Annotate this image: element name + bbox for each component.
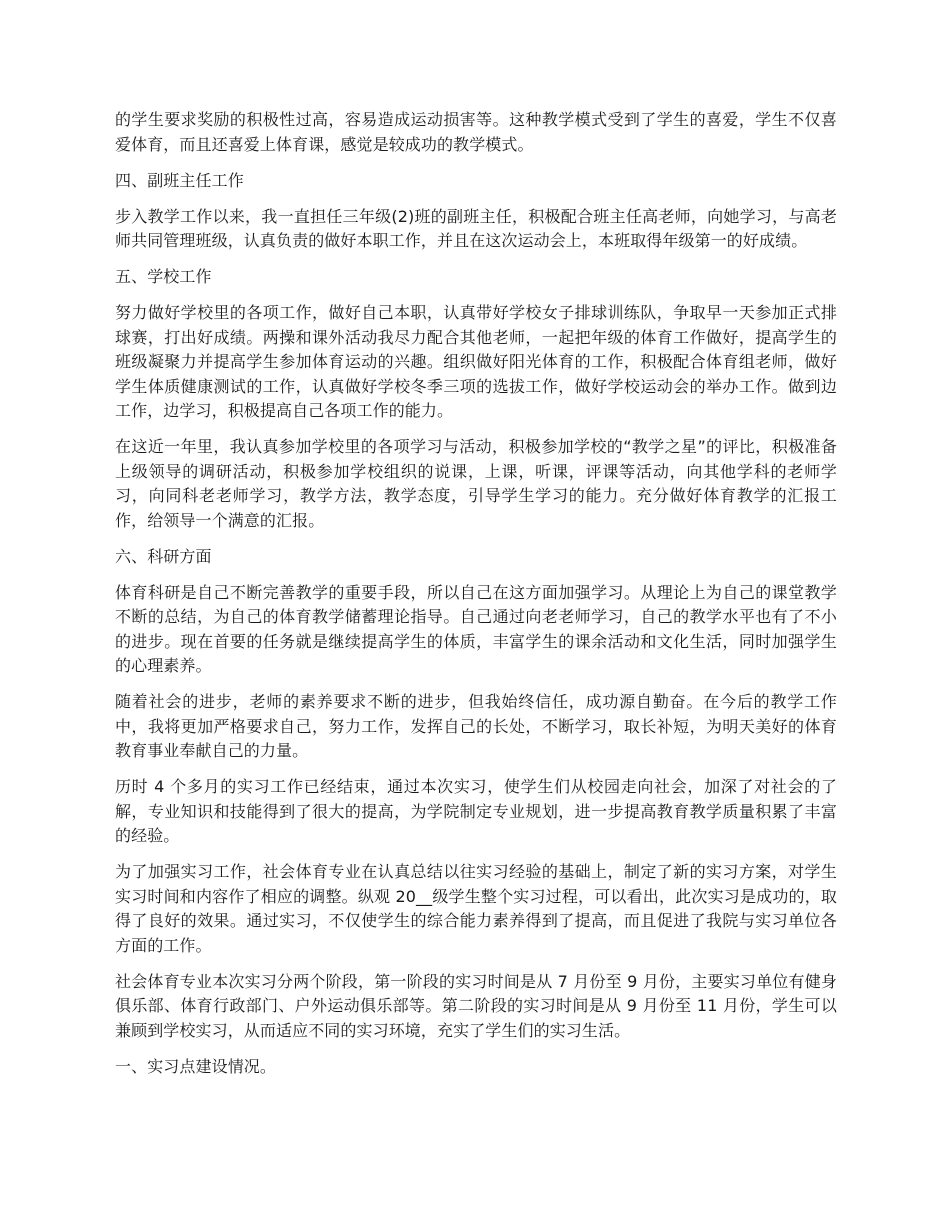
paragraph-internship-end: 历时 4 个多月的实习工作已经结束，通过本次实习，使学生们从校园走向社会，加深了对社会的了解，专业知识和技能得到了很大的提高，为学院制定专业规划，进一步提高教育教学质量积累了丰富的经验。: [115, 777, 837, 845]
paragraph-progress: 随着社会的进步，老师的素养要求不断的进步，但我始终信任，成功源自勤奋。在今后的教学工作中，我将更加严格要求自己，努力工作，发挥自己的长处，不断学习，取长补短，为明天美好的体育教育事业奉献自己的力量。: [115, 692, 837, 760]
paragraph-school-work: 努力做好学校里的各项工作，做好自己本职，认真带好学校女子排球训练队，争取早一天参加正式排球赛，打出好成绩。两操和课外活动我尽力配合其他老师，一起把年级的体育工作做好，提高学生的班级凝聚力并提高学生参加体育运动的兴趣。组织做好阳光体育的工作，积极配合体育组老师，做好学生体质健康测试的工作，认真做好学校冬季三项的选拔工作，做好学校运动会的举办工作。做到边工作，边学习，积极提高自己各项工作的能力。: [115, 303, 837, 420]
paragraph-year-study: 在这近一年里，我认真参加学校里的各项学习与活动，积极参加学校的“教学之星”的评比，积极准备上级领导的调研活动，积极参加学校组织的说课，上课，听课，评课等活动，向其他学科的老师学习，向同科老老师学习，教学方法，教学态度，引导学生学习的能力。充分做好体育教学的汇报工作，给领导一个满意的汇报。: [115, 437, 837, 530]
paragraph-internship-stages: 社会体育专业本次实习分两个阶段，第一阶段的实习时间是从 7 月份至 9 月份，主要实习单位有健身俱乐部、体育行政部门、户外运动俱乐部等。第二阶段的实习时间是从 9 月份至 11 月份，学生可以兼顾到学校实习，从而适应不同的实习环境，充实了学生们的实习生活。: [115, 971, 837, 1040]
document-page: [115, 108, 837, 1091]
heading-vice-head-teacher: 四、副班主任工作: [115, 170, 244, 190]
heading-research: 六、科研方面: [115, 546, 212, 566]
paragraph-research: 体育科研是自己不断完善教学的重要手段，所以自己在这方面加强学习。从理论上为自己的课堂教学不断的总结，为自己的体育教学储蓄理论指导。自己通过向老老师学习，自己的教学水平也有了不小的进步。现在首要的任务就是继续提高学生的体质，丰富学生的课余活动和文化生活，同时加强学生的心理素养。: [115, 582, 837, 675]
heading-internship-sites: 一、实习点建设情况。: [115, 1056, 277, 1076]
heading-school-work: 五、学校工作: [115, 267, 212, 286]
paragraph-internship-plan: 为了加强实习工作，社会体育专业在认真总结以往实习经验的基础上，制定了新的实习方案，对学生实习时间和内容作了相应的调整。纵观 20__级学生整个实习过程，可以看出，此次实习是成功的，取得了良好的效果。通过实习，不仅使学生的综合能力素养得到了提高，而且促进了我院与实习单位各方面的工作。: [115, 862, 837, 955]
paragraph-teaching-model: 的学生要求奖励的积极性过高，容易造成运动损害等。这种教学模式受到了学生的喜爱，学生不仅喜爱体育，而且还喜爱上体育课，感觉是较成功的教学模式。: [115, 110, 837, 154]
paragraph-vice-head-teacher: 步入教学工作以来，我一直担任三年级(2)班的副班主任，积极配合班主任高老师，向她学习，与高老师共同管理班级，认真负责的做好本职工作，并且在这次运动会上，本班取得年级第一的好成绩。: [115, 206, 837, 250]
